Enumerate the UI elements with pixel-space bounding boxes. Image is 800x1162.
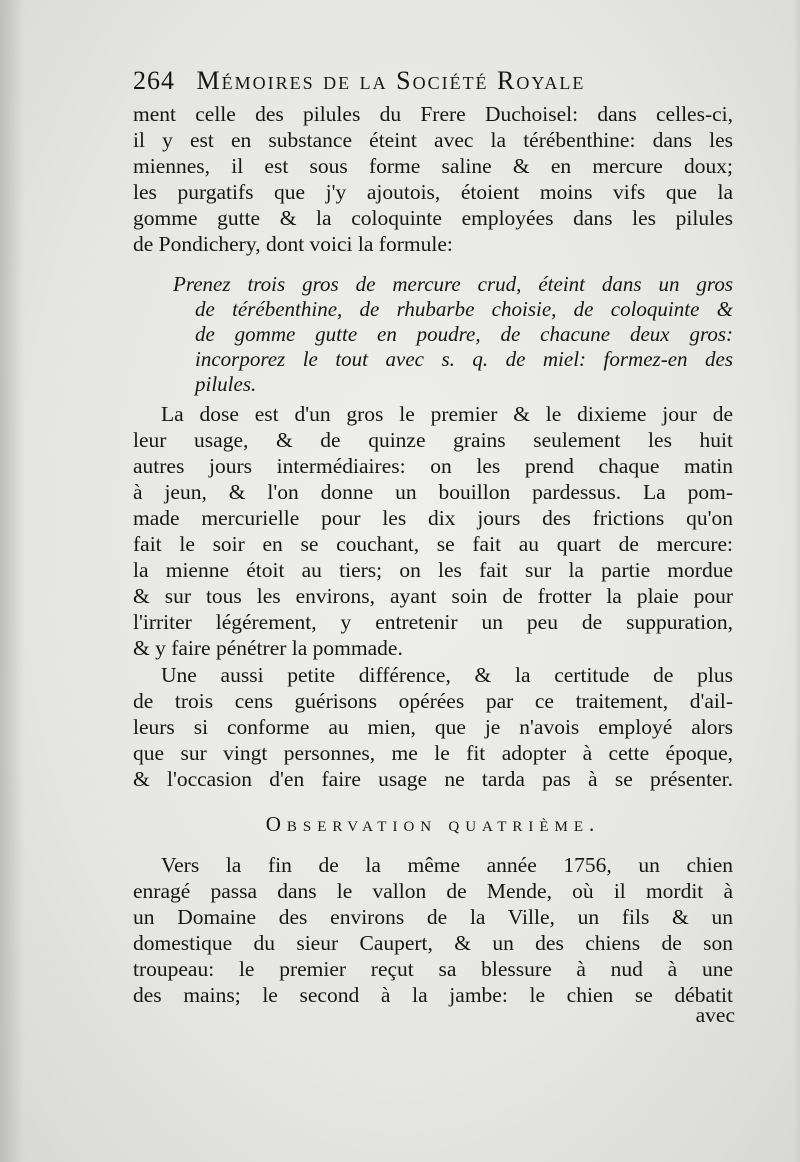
- observation-heading: Observation quatrième.: [265, 811, 601, 836]
- text-line: autres jours intermédiaires: on les prend chaque matin: [133, 453, 733, 478]
- text-line: made mercurielle pour les dix jours des frictions qu'on: [133, 505, 733, 530]
- catchword: avec: [695, 1003, 735, 1027]
- text-line: Une aussi petite différence, & la certitude de plus: [161, 662, 733, 687]
- text-line: Vers la fin de la même année 1756, un chien: [161, 852, 733, 877]
- text-line: les purgatifs que j'y ajoutois, étoient moins vifs que la: [133, 180, 733, 205]
- body-text: [133, 101, 733, 1009]
- text-line: troupeau: le premier reçut sa blessure à nud à une: [133, 957, 733, 982]
- text-line: ment celle des pilules du Frere Duchoisel: dans celles-ci,: [133, 102, 733, 126]
- text-line: leurs si conforme au mien, que je n'avois employé alors: [133, 714, 733, 739]
- formula-line: de gomme gutte en poudre, de chacune deux gros:: [195, 321, 733, 346]
- running-head: Mémoires de la Société Royale: [196, 66, 586, 95]
- formula-line: Prenez trois gros de mercure crud, éteint dans un gros: [173, 271, 733, 296]
- text-line: à jeun, & l'on donne un bouillon pardessus. La pom-: [133, 479, 733, 504]
- text-line: la mienne étoit au tiers; on les fait sur la partie mordue: [133, 558, 733, 583]
- formula-line: pilules.: [195, 371, 257, 396]
- paragraph-continuation: [133, 101, 733, 258]
- text-line: un Domaine des environs de la Ville, un fils & un: [133, 905, 733, 930]
- paragraph-dose: [133, 401, 733, 662]
- text-line: & y faire pénétrer la pommade.: [133, 636, 403, 661]
- formula-line: de térébenthine, de rhubarbe choisie, de coloquinte &: [195, 296, 733, 321]
- text-line: gomme gutte & la coloquinte employées dans les pilules: [133, 206, 733, 231]
- formula-line: incorporez le tout avec s. q. de miel: formez-en des: [195, 346, 733, 371]
- text-line: des mains; le second à la jambe: le chien se débatit: [133, 983, 733, 1008]
- page-edge: [794, 0, 800, 1162]
- text-line: il y est en substance éteint avec la térébenthine: dans les: [133, 128, 733, 153]
- text-line: de Pondichery, dont voici la formule:: [133, 232, 453, 257]
- text-line: miennes, il est sous forme saline & en mercure doux;: [133, 154, 733, 179]
- page-header: [133, 66, 733, 104]
- text-line: enragé passa dans le vallon de Mende, où il mordit à: [133, 879, 733, 904]
- paragraph-observation: [133, 852, 733, 1009]
- paragraph-difference: [133, 662, 733, 792]
- text-line: leur usage, & de quinze grains seulement les huit: [133, 427, 733, 452]
- text-line: que sur vingt personnes, me le fit adopter à cette époque,: [133, 740, 733, 765]
- page-number: 264: [133, 66, 175, 95]
- text-line: & l'occasion d'en faire usage ne tarda pas à se présenter.: [133, 766, 733, 791]
- text-line: & sur tous les environs, ayant soin de frotter la plaie pour: [133, 584, 733, 609]
- gutter-shadow: [0, 0, 24, 1162]
- text-line: domestique du sieur Caupert, & un des chiens de son: [133, 931, 733, 956]
- text-line: La dose est d'un gros le premier & le dixieme jour de: [161, 401, 733, 426]
- formula-block: [133, 272, 733, 397]
- text-line: l'irriter légérement, y entretenir un peu de suppuration,: [133, 610, 733, 635]
- text-line: fait le soir en se couchant, se fait au quart de mercure:: [133, 532, 733, 557]
- text-line: de trois cens guérisons opérées par ce traitement, d'ail-: [133, 688, 733, 713]
